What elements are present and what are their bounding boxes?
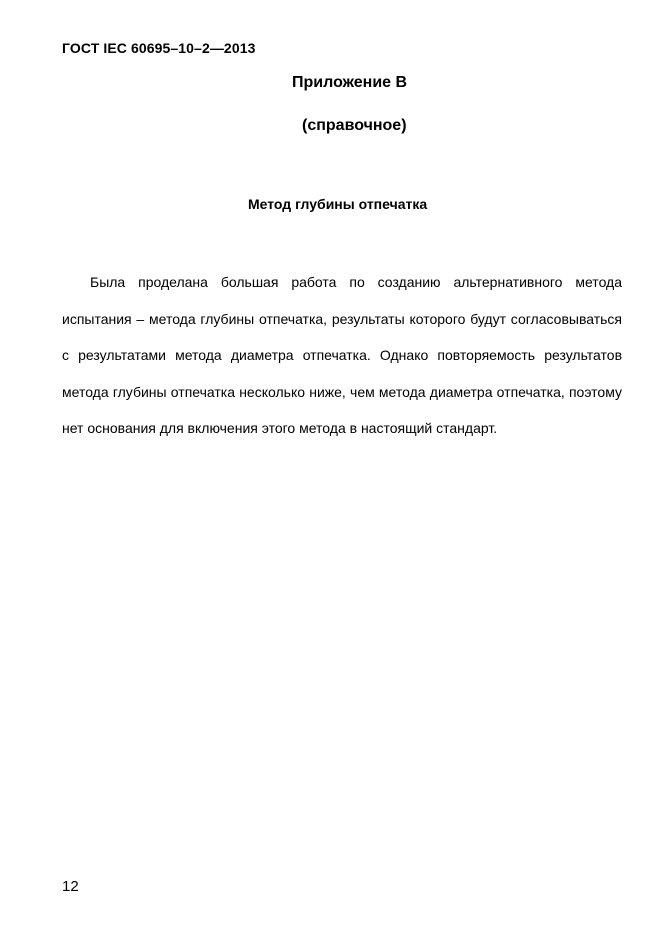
document-header-code: ГОСТ IEC 60695–10–2—2013	[62, 40, 256, 56]
annex-title: Приложение В	[292, 74, 408, 91]
annex-kind-label: (справочное)	[302, 117, 407, 134]
page-number: 12	[62, 878, 79, 895]
section-title: Метод глубины отпечатка	[248, 196, 428, 212]
body-paragraph: Была проделана большая работа по созданию альтернативного метода испытания – метода глубины отпечатка, результаты которого будут согласовываться с результатами метода диаметра отпечатка. Однако повторяемость результатов метода глубины отпечатка несколько ниже, чем метода диаметра отпечатка, поэтому нет основания для включения этого метода в настоящий стандарт.	[62, 274, 622, 437]
